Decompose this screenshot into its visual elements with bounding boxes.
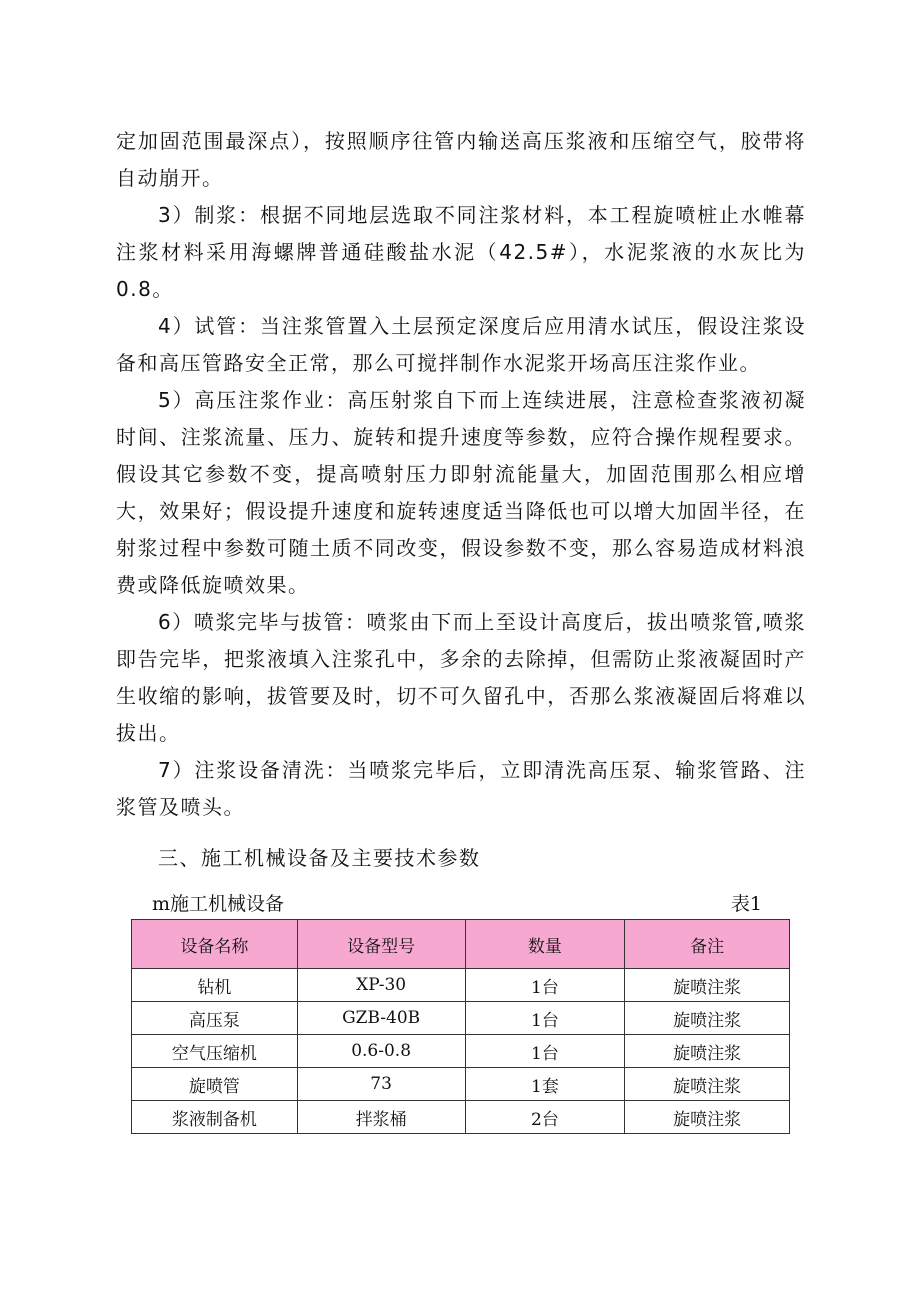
cell-remarks: 旋喷注浆 (625, 1068, 790, 1101)
section-heading: 三、施工机械设备及主要技术参数 (158, 846, 481, 870)
paragraph-step-3-grouting-mix: 3）制浆：根据不同地层选取不同注浆材料，本工程旋喷桩止水帷幕注浆材料采用海螺牌普通硅酸盐水泥（42.5#），水泥浆液的水灰比为0.8。 (116, 203, 806, 301)
paragraph-continuation: 定加固范围最深点），按照顺序往管内输送高压浆液和压缩空气，胶带将自动崩开。 (116, 129, 806, 190)
paragraph-step-4-pipe-test: 4）试管：当注浆管置入土层预定深度后应用清水试压，假设注浆设备和高压管路安全正常，那么可搅拌制作水泥浆开场高压注浆作业。 (116, 314, 806, 375)
equipment-table (131, 919, 790, 1134)
cell-equipment-model: XP-30 (297, 969, 465, 1002)
cell-equipment-name: 钻机 (132, 969, 298, 1002)
cell-equipment-model: 73 (297, 1068, 465, 1101)
cell-equipment-name: 旋喷管 (132, 1068, 298, 1101)
table-row (132, 1068, 790, 1101)
body-text (116, 123, 806, 826)
table-row (132, 1002, 790, 1035)
table-row (132, 1035, 790, 1068)
cell-quantity: 1台 (465, 1002, 625, 1035)
cell-remarks: 旋喷注浆 (625, 1101, 790, 1134)
cell-equipment-model: 0.6-0.8 (297, 1035, 465, 1068)
table-caption (152, 890, 762, 918)
cell-remarks: 旋喷注浆 (625, 1035, 790, 1068)
cell-quantity: 1台 (465, 969, 625, 1002)
table-header-row (132, 920, 790, 969)
cell-equipment-name: 浆液制备机 (132, 1101, 298, 1134)
cell-quantity: 2台 (465, 1101, 625, 1134)
table-title: m施工机械设备 (152, 893, 285, 915)
header-equipment-name: 设备名称 (132, 920, 298, 969)
cell-equipment-model: 拌浆桶 (297, 1101, 465, 1134)
paragraph-step-6-finish-and-extract: 6）喷浆完毕与拔管：喷浆由下而上至设计高度后，拔出喷浆管,喷浆即告完毕，把浆液填入注浆孔中，多余的去除掉，但需防止浆液凝固时产生收缩的影响，拔管要及时，切不可久留孔中，否那么浆液凝固后将难以拔出。 (116, 610, 806, 745)
cell-remarks: 旋喷注浆 (625, 1002, 790, 1035)
cell-equipment-name: 空气压缩机 (132, 1035, 298, 1068)
table-row (132, 1101, 790, 1134)
header-remarks: 备注 (625, 920, 790, 969)
cell-quantity: 1台 (465, 1035, 625, 1068)
paragraph-step-5-high-pressure-grouting: 5）高压注浆作业：高压射浆自下而上连续进展，注意检查浆液初凝时间、注浆流量、压力、旋转和提升速度等参数，应符合操作规程要求。假设其它参数不变，提高喷射压力即射流能量大，加固范围那么相应增大，效果好；假设提升速度和旋转速度适当降低也可以增大加固半径，在射浆过程中参数可随土质不同改变，假设参数不变，那么容易造成材料浪费或降低旋喷效果。 (116, 388, 806, 597)
paragraph-step-7-equipment-cleaning: 7）注浆设备清洗：当喷浆完毕后，立即清洗高压泵、输浆管路、注浆管及喷头。 (116, 758, 806, 819)
header-equipment-model: 设备型号 (297, 920, 465, 969)
table-row (132, 969, 790, 1002)
cell-equipment-name: 高压泵 (132, 1002, 298, 1035)
cell-quantity: 1套 (465, 1068, 625, 1101)
header-quantity: 数量 (465, 920, 625, 969)
cell-remarks: 旋喷注浆 (625, 969, 790, 1002)
table-number: 表1 (730, 893, 762, 915)
cell-equipment-model: GZB-40B (297, 1002, 465, 1035)
